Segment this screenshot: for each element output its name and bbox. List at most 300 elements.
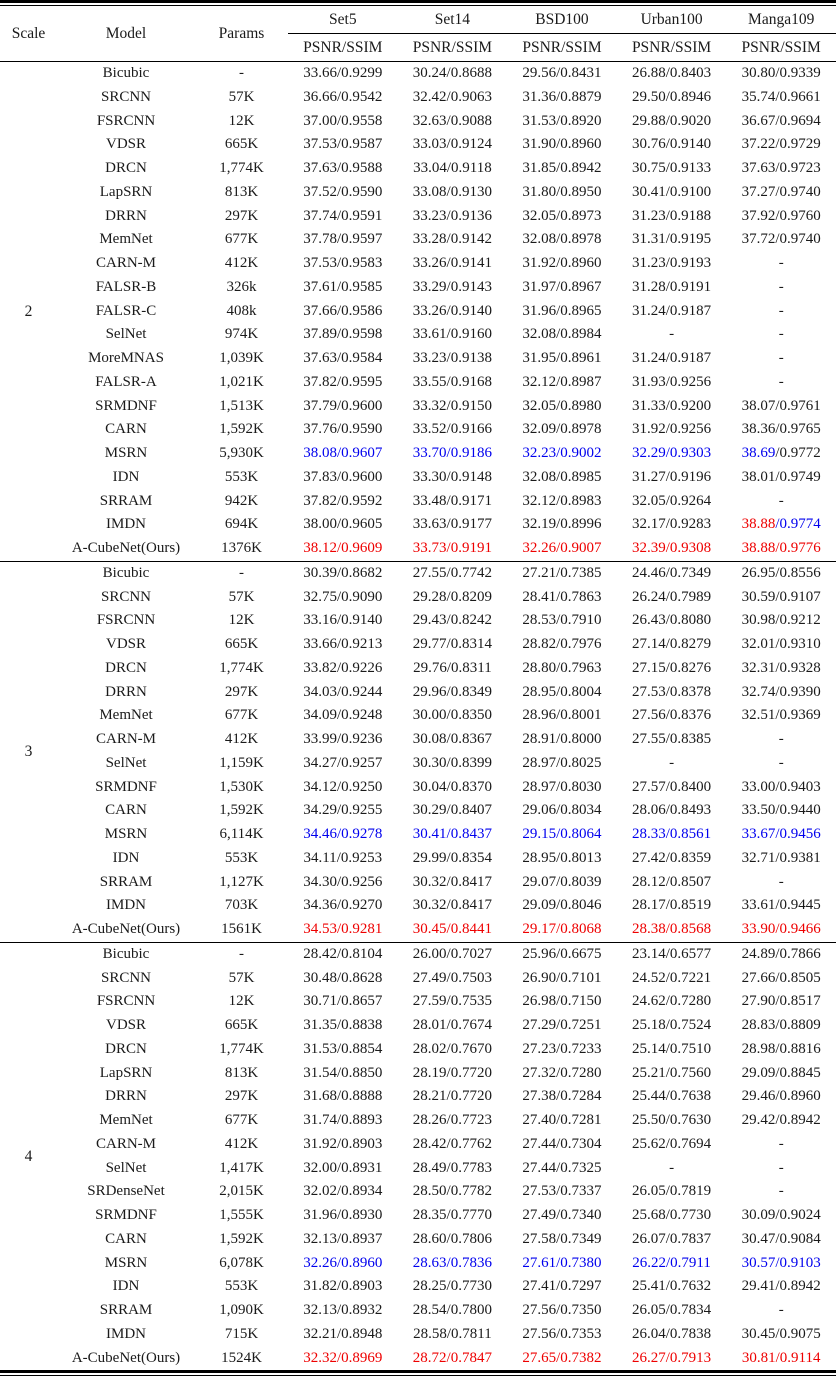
cell-urban100 xyxy=(617,1109,727,1133)
metric-value: /0.9595 xyxy=(336,373,383,390)
metric-value: /0.9090 xyxy=(336,588,383,605)
table-row xyxy=(0,752,836,776)
params-value: 703K xyxy=(224,897,259,914)
params-value: 813K xyxy=(224,183,259,200)
metric-value: /0.8984 xyxy=(556,326,602,343)
best-value: 27.65 xyxy=(522,1349,557,1366)
cell-set5 xyxy=(288,942,398,966)
cell-set14 xyxy=(398,371,508,395)
metric-value: /0.8354 xyxy=(446,849,492,866)
cell-bsd100 xyxy=(507,371,617,395)
metric-value: /0.7694 xyxy=(665,1135,712,1152)
cell-set5 xyxy=(288,776,398,800)
metric-value: 28.21 xyxy=(412,1088,447,1105)
best-value: 38.12 xyxy=(303,540,337,556)
metric-value: /0.8920 xyxy=(556,112,602,129)
metric-value: 32.02 xyxy=(303,1183,337,1200)
metric-value: 37.63 xyxy=(303,350,337,366)
params-value: 1,513K xyxy=(219,397,264,414)
cell-manga109 xyxy=(726,181,836,205)
metric-value: 29.09 xyxy=(522,897,557,914)
metric-value: 26.88 xyxy=(631,65,666,81)
scale-label: 3 xyxy=(24,742,33,760)
cell-set5 xyxy=(288,300,398,324)
metric-value: /0.9200 xyxy=(665,397,712,414)
metric-value: 37.83 xyxy=(303,468,337,485)
metric-value: /0.8004 xyxy=(556,683,602,700)
metric-value: /0.9598 xyxy=(336,326,383,343)
metric-value: /0.8942 xyxy=(775,1112,821,1128)
cell-set5 xyxy=(288,1109,398,1133)
metric-value: /0.9193 xyxy=(665,255,712,271)
metric-value: 25.21 xyxy=(631,1064,666,1081)
cell-bsd100 xyxy=(507,276,617,300)
metric-value: /0.9558 xyxy=(336,112,383,129)
metric-value: /0.8948 xyxy=(336,1325,383,1342)
metric-value: /0.7670 xyxy=(446,1040,492,1057)
metric-value: /0.8628 xyxy=(336,969,383,986)
cell-manga109 xyxy=(726,62,836,86)
params-value: 1,592K xyxy=(219,802,264,819)
model-name: MemNet xyxy=(99,1112,153,1128)
metric-value: /0.7560 xyxy=(665,1064,712,1081)
model-name: CARN xyxy=(105,1230,147,1247)
cell-urban100 xyxy=(617,181,727,205)
model-name: IDN xyxy=(112,468,140,485)
metric-value: 28.35 xyxy=(412,1207,447,1223)
metric-value: 28.95 xyxy=(522,849,557,866)
cell-urban100 xyxy=(617,276,727,300)
params-value: 553K xyxy=(224,1278,259,1295)
metric-value: 37.27 xyxy=(741,183,776,200)
cell-bsd100 xyxy=(507,537,617,561)
metric-value: 28.41 xyxy=(522,588,557,605)
model-name: DRRN xyxy=(105,207,147,224)
params-value: 57K xyxy=(228,88,255,105)
table-row xyxy=(0,1014,836,1038)
col-header-bsd100: BSD100 xyxy=(507,6,617,34)
metric-value: /0.8942 xyxy=(556,160,602,176)
metric-value: 31.36 xyxy=(522,88,557,105)
metric-value: 29.09 xyxy=(741,1064,776,1081)
cell-manga109 xyxy=(726,1109,836,1133)
cell-manga109 xyxy=(726,942,836,966)
metric-value: 29.50 xyxy=(631,88,666,105)
cell-set14 xyxy=(398,418,508,442)
params-value: 12K xyxy=(228,112,255,129)
col-header-params: Params xyxy=(195,6,288,62)
cell-urban100 xyxy=(617,347,727,371)
cell-urban100 xyxy=(617,799,727,823)
cell-urban100 xyxy=(617,704,727,728)
cell-set14 xyxy=(398,1299,508,1323)
cell-set14 xyxy=(398,1014,508,1038)
metric-value: /0.8279 xyxy=(665,636,712,652)
metric-value: /0.8276 xyxy=(665,659,712,676)
params-value: 297K xyxy=(224,207,259,224)
table-bottom-rule xyxy=(0,1370,836,1376)
metric-value: 31.96 xyxy=(522,302,557,319)
params-value: 1,774K xyxy=(219,659,264,676)
metric-value: 37.82 xyxy=(303,373,337,390)
metric-value: 37.63 xyxy=(303,160,337,176)
cell-set5 xyxy=(288,1299,398,1323)
metric-value: /0.9749 xyxy=(775,468,821,485)
metric-value: /0.9390 xyxy=(775,683,821,700)
metric-value: 30.32 xyxy=(412,897,447,914)
cell-set5 xyxy=(288,871,398,895)
metric-value: 31.95 xyxy=(522,350,557,366)
metric-header-set5: PSNR/SSIM xyxy=(288,34,398,62)
cell-set5 xyxy=(288,1014,398,1038)
cell-manga109 xyxy=(726,1038,836,1062)
cell-manga109 xyxy=(726,799,836,823)
metric-value: 28.26 xyxy=(412,1112,447,1128)
metric-value: /0.8973 xyxy=(556,207,602,224)
metric-value: /0.8965 xyxy=(556,302,602,319)
cell-set14 xyxy=(398,1228,508,1252)
model-name: DRCN xyxy=(105,160,147,176)
second-best-value: /0.8960 xyxy=(336,1254,383,1271)
metric-value: 33.52 xyxy=(412,421,447,438)
metric-value: 32.08 xyxy=(522,231,557,248)
cell-set5 xyxy=(288,609,398,633)
table-row xyxy=(0,110,836,134)
cell-set5 xyxy=(288,513,398,537)
metric-value: /0.9084 xyxy=(775,1230,821,1247)
metric-value: /0.7280 xyxy=(665,993,712,1010)
params-value: 665K xyxy=(224,636,259,652)
second-best-value: /0.9774 xyxy=(775,516,821,533)
metric-value: 30.71 xyxy=(303,993,337,1010)
scale-section-x3 xyxy=(0,561,836,942)
metric-value: /0.8311 xyxy=(446,659,492,676)
table-row xyxy=(0,681,836,705)
cell-set5 xyxy=(288,1062,398,1086)
cell-manga109 xyxy=(726,157,836,181)
metric-value: /0.7762 xyxy=(446,1135,492,1152)
metric-value: /0.8013 xyxy=(556,849,602,866)
cell-bsd100 xyxy=(507,86,617,110)
cell-set14 xyxy=(398,513,508,537)
cell-urban100 xyxy=(617,1180,727,1204)
cell-urban100 xyxy=(617,1323,727,1347)
metric-value: 26.98 xyxy=(522,993,557,1010)
metric-value: 24.62 xyxy=(631,993,666,1010)
metric-value: 31.23 xyxy=(631,255,666,271)
benchmark-results-table xyxy=(0,6,836,1370)
metric-value: 32.12 xyxy=(522,373,557,390)
second-best-value: /0.7836 xyxy=(446,1254,492,1271)
metric-value: /0.8030 xyxy=(556,778,602,795)
params-value: 12K xyxy=(228,993,255,1010)
metric-value: 32.17 xyxy=(631,516,666,533)
best-value: /0.7913 xyxy=(665,1349,712,1366)
model-name: CARN xyxy=(105,802,147,819)
cell-set14 xyxy=(398,157,508,181)
cell-bsd100 xyxy=(507,466,617,490)
params-value: 412K xyxy=(224,255,259,271)
table-row xyxy=(0,157,836,181)
cell-set5 xyxy=(288,1347,398,1371)
metric-value: /0.9760 xyxy=(775,207,821,224)
metric-value: /0.8657 xyxy=(336,993,383,1010)
cell-bsd100 xyxy=(507,133,617,157)
cell-manga109 xyxy=(726,609,836,633)
table-row xyxy=(0,442,836,466)
metric-value: /0.8000 xyxy=(556,731,602,747)
metric-value: 27.41 xyxy=(522,1278,557,1295)
cell-manga109 xyxy=(726,823,836,847)
metric-value: /0.8934 xyxy=(336,1183,383,1200)
metric-value: 29.88 xyxy=(631,112,666,129)
metric-value: 28.53 xyxy=(522,612,557,629)
cell-bsd100 xyxy=(507,418,617,442)
metric-value: /0.7723 xyxy=(446,1112,492,1128)
metric-value: 26.07 xyxy=(631,1230,666,1247)
cell-set5 xyxy=(288,704,398,728)
table-row xyxy=(0,276,836,300)
metric-value: 31.23 xyxy=(631,207,666,224)
cell-set5 xyxy=(288,894,398,918)
metric-value: 37.76 xyxy=(303,421,337,438)
metric-value: /0.9107 xyxy=(775,588,821,605)
table-row xyxy=(0,1275,836,1299)
metric-value: /0.8046 xyxy=(556,897,602,914)
metric-value: 26.43 xyxy=(631,612,666,629)
metric-value: 25.62 xyxy=(631,1135,666,1152)
cell-bsd100 xyxy=(507,776,617,800)
metric-value: /0.7027 xyxy=(446,945,492,962)
second-best-value: /0.9607 xyxy=(336,445,383,461)
metric-value: /0.8893 xyxy=(336,1112,383,1128)
metric-value: 30.48 xyxy=(303,969,337,986)
best-value: /0.9609 xyxy=(336,540,383,556)
params-value: 553K xyxy=(224,849,259,866)
metric-value: 37.00 xyxy=(303,112,337,129)
metric-value: /0.9196 xyxy=(665,468,712,485)
metric-value: /0.9587 xyxy=(336,136,383,153)
metric-value: 28.54 xyxy=(412,1302,447,1318)
cell-urban100 xyxy=(617,1014,727,1038)
metric-value: /0.7535 xyxy=(446,993,492,1010)
metric-value: /0.7233 xyxy=(556,1040,602,1057)
metric-value: /0.7251 xyxy=(556,1017,602,1033)
params-value: 665K xyxy=(224,136,259,153)
metric-value: 33.61 xyxy=(741,897,776,914)
params-value: 1,592K xyxy=(219,1230,264,1247)
metric-value: 27.90 xyxy=(741,993,776,1010)
scale-section-x4 xyxy=(0,942,836,1370)
metric-value: /0.7742 xyxy=(446,564,492,581)
params-value: 1,090K xyxy=(219,1302,264,1318)
metric-value: /0.9177 xyxy=(446,516,492,533)
metric-value: /0.9299 xyxy=(336,65,383,81)
metric-value: 38.00 xyxy=(303,516,337,533)
metric-value: /0.9600 xyxy=(336,397,383,414)
metric-value: 34.03 xyxy=(303,683,337,700)
metric-header-set14: PSNR/SSIM xyxy=(398,34,508,62)
metric-value: 28.96 xyxy=(522,707,557,724)
metric-value: /0.8978 xyxy=(556,421,602,438)
cell-bsd100 xyxy=(507,1275,617,1299)
metric-value: 38.01 xyxy=(741,468,776,485)
second-best-value: /0.7380 xyxy=(556,1254,602,1271)
cell-set5 xyxy=(288,1085,398,1109)
metric-value: 28.80 xyxy=(522,659,557,676)
best-value: /0.9007 xyxy=(556,540,602,556)
metric-value: /0.7385 xyxy=(556,564,602,581)
metric-value: /0.8950 xyxy=(556,183,602,200)
metric-value: /0.7866 xyxy=(775,945,821,962)
cell-set14 xyxy=(398,942,508,966)
metric-value: 32.00 xyxy=(303,1159,337,1176)
table-row xyxy=(0,133,836,157)
metric-value: /0.7806 xyxy=(446,1230,492,1247)
model-name: FSRCNN xyxy=(96,112,156,129)
metric-value: /0.9591 xyxy=(336,207,383,224)
metric-value: /0.7150 xyxy=(556,993,602,1010)
cell-set5 xyxy=(288,276,398,300)
metric-value: /0.9440 xyxy=(775,802,821,819)
model-name: CARN-M xyxy=(95,731,156,747)
cell-set14 xyxy=(398,1133,508,1157)
params-value: 942K xyxy=(224,492,259,509)
metric-value: /0.8888 xyxy=(336,1088,383,1105)
table-row xyxy=(0,967,836,991)
metric-value: /0.8983 xyxy=(556,492,602,509)
cell-set14 xyxy=(398,1323,508,1347)
best-value: 26.27 xyxy=(631,1349,666,1366)
metric-value: /0.7340 xyxy=(556,1207,602,1223)
metric-value: 30.98 xyxy=(741,612,776,629)
table-row xyxy=(0,323,836,347)
table-row xyxy=(0,300,836,324)
metric-value: /0.9130 xyxy=(446,183,492,200)
metric-value: /0.9191 xyxy=(665,278,712,295)
metric-value: /0.8519 xyxy=(665,897,712,914)
best-value: 29.17 xyxy=(522,921,557,937)
table-row xyxy=(0,823,836,847)
table-row xyxy=(0,586,836,610)
cell-bsd100 xyxy=(507,871,617,895)
metric-value: /0.9310 xyxy=(775,636,821,652)
metric-value: /0.8209 xyxy=(446,588,492,605)
metric-value: /0.7297 xyxy=(556,1278,602,1295)
params-value: 1,555K xyxy=(219,1207,264,1223)
cell-manga109 xyxy=(726,86,836,110)
metric-value: /0.9590 xyxy=(336,421,383,438)
table-row xyxy=(0,728,836,752)
table-row xyxy=(0,609,836,633)
metric-value: 37.61 xyxy=(303,278,337,295)
cell-urban100 xyxy=(617,609,727,633)
metric-value: 31.54 xyxy=(303,1064,337,1081)
cell-set5 xyxy=(288,371,398,395)
params-value: 6,078K xyxy=(219,1254,264,1271)
cell-bsd100 xyxy=(507,799,617,823)
col-header-scale: Scale xyxy=(0,6,57,62)
table-row xyxy=(0,252,836,276)
params-value: 553K xyxy=(224,468,259,485)
metric-value: /0.9583 xyxy=(336,255,383,271)
metric-value: /0.8350 xyxy=(446,707,492,724)
metric-value: 38.36 xyxy=(741,421,776,438)
metric-value: /0.9723 xyxy=(775,160,821,176)
cell-urban100 xyxy=(617,133,727,157)
params-value: 1,127K xyxy=(219,873,264,890)
metric-value: /0.9445 xyxy=(775,897,821,914)
cell-urban100 xyxy=(617,681,727,705)
params-value: - xyxy=(239,945,244,962)
cell-manga109: - xyxy=(778,873,784,890)
metric-value: 33.23 xyxy=(412,350,447,366)
cell-set14 xyxy=(398,62,508,86)
cell-bsd100 xyxy=(507,752,617,776)
metric-value: /0.8932 xyxy=(336,1302,383,1318)
metric-value: 30.30 xyxy=(412,754,447,771)
cell-urban100 xyxy=(617,967,727,991)
cell-set14 xyxy=(398,1085,508,1109)
cell-urban100 xyxy=(617,871,727,895)
table-row xyxy=(0,537,836,561)
metric-value: 27.56 xyxy=(522,1302,557,1318)
cell-set14 xyxy=(398,1038,508,1062)
metric-value: /0.9075 xyxy=(775,1325,821,1342)
cell-set14 xyxy=(398,86,508,110)
cell-bsd100 xyxy=(507,586,617,610)
metric-value: 32.74 xyxy=(741,683,776,700)
cell-bsd100 xyxy=(507,918,617,942)
metric-value: 30.39 xyxy=(303,564,337,581)
metric-value: /0.9264 xyxy=(665,492,712,509)
cell-set14 xyxy=(398,1252,508,1276)
cell-manga109 xyxy=(726,1252,836,1276)
metric-value: /0.8400 xyxy=(665,778,712,795)
metric-value: 31.74 xyxy=(303,1112,337,1128)
model-name: IDN xyxy=(112,849,140,866)
params-value: 715K xyxy=(224,1325,259,1342)
metric-value: 34.11 xyxy=(303,849,337,866)
table-row xyxy=(0,657,836,681)
cell-manga109: - xyxy=(778,1159,784,1176)
metric-value: /0.9168 xyxy=(446,373,492,390)
cell-bsd100 xyxy=(507,633,617,657)
params-value: 297K xyxy=(224,1088,259,1105)
params-value: 1524K xyxy=(221,1349,262,1366)
cell-set14 xyxy=(398,442,508,466)
metric-value: 31.53 xyxy=(303,1040,337,1057)
cell-bsd100 xyxy=(507,1014,617,1038)
cell-manga109: - xyxy=(778,492,784,509)
metric-value: 32.21 xyxy=(303,1325,337,1342)
cell-bsd100 xyxy=(507,728,617,752)
metric-value: 33.66 xyxy=(303,636,337,652)
cell-urban100 xyxy=(617,1252,727,1276)
second-best-value: 32.23 xyxy=(522,445,557,461)
second-best-value: 26.22 xyxy=(632,1254,667,1271)
cell-bsd100 xyxy=(507,657,617,681)
metric-value: 30.80 xyxy=(741,65,776,81)
metric-value: /0.9020 xyxy=(665,112,712,129)
metric-value: /0.9253 xyxy=(336,849,383,866)
params-value: 57K xyxy=(228,588,255,605)
second-best-value: /0.8561 xyxy=(665,826,712,842)
metric-value: /0.9542 xyxy=(336,88,383,105)
cell-urban100 xyxy=(617,86,727,110)
metric-value: /0.8378 xyxy=(665,683,712,700)
metric-value: 37.63 xyxy=(741,160,776,176)
